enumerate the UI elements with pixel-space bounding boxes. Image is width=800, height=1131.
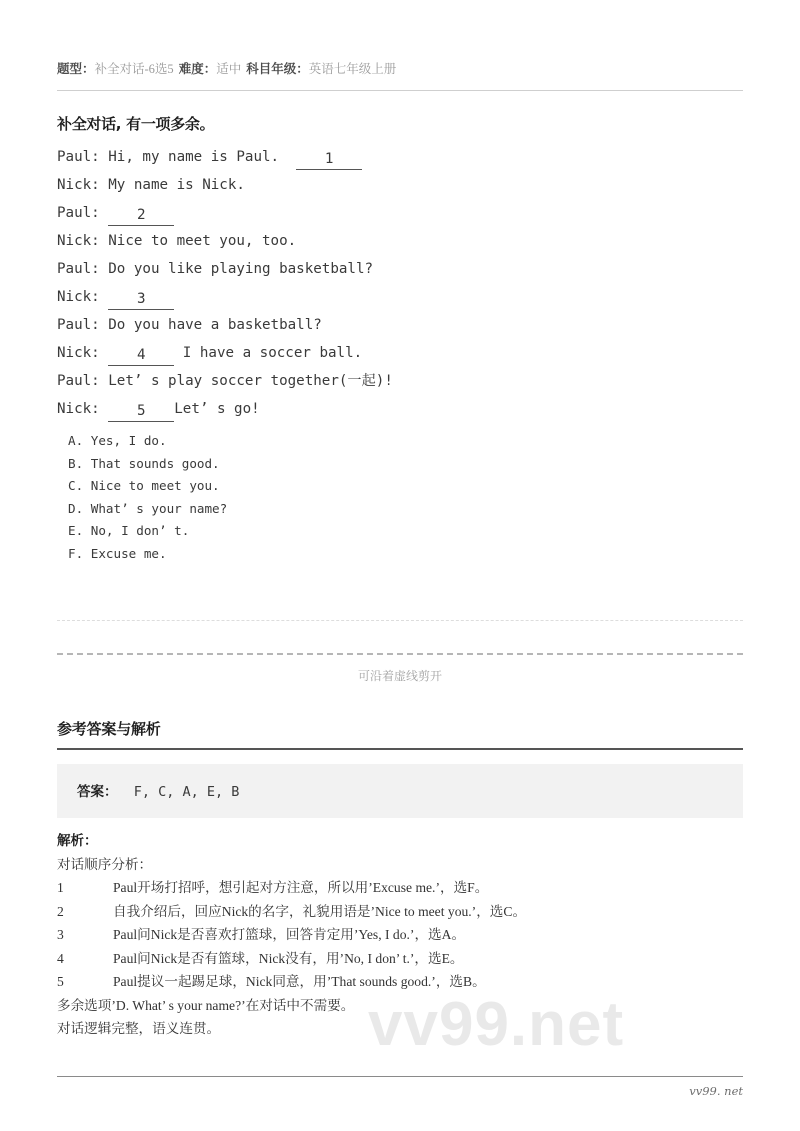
dialogue-line [57,367,743,395]
explanation-note: 对话逻辑完整，语义连贯。 [57,1021,221,1036]
dialogue-text [100,401,109,417]
dialogue-text: Nice to meet you, too. [99,233,297,249]
dialogue-speaker: Paul: [57,261,100,277]
page-content [57,0,743,565]
explanation-item-number: 4 [57,950,64,966]
answer-box [57,764,743,818]
dialogue-speaker: Nick: [57,289,100,305]
dialogue-line [57,171,743,199]
dialogue-list [57,143,743,423]
option-item[interactable]: E. No, I don’ t. [68,523,190,538]
dialogue-speaker: Paul: [57,317,100,333]
meta-subject-label: 科目年级： [246,61,309,76]
explanation-item-number: 2 [57,903,64,919]
dialogue-speaker: Nick: [57,233,100,249]
answer-value: F, C, A, E, B [117,784,240,800]
explanation-lead: 对话顺序分析： [57,857,153,872]
dialogue-line [57,255,743,283]
footer-site: vv99. net [689,1084,743,1098]
dialogue-line [57,395,743,423]
question-title: 补全对话, 有一项多余。 [57,115,215,133]
explanation-item-text: 自我介绍后，回应Nick的名字，礼貌用语是’Nice to meet you.’，选C。 [113,903,527,919]
dialogue-line [57,339,743,367]
header-divider [57,90,743,91]
explanation-item-text: Paul提议一起踢足球，Nick同意，用’That sounds good.’，选B。 [113,974,486,989]
option-item[interactable]: D. What’ s your name? [68,500,228,516]
dialogue-text: Do you like playing basketball? [99,261,374,277]
dialogue-speaker: Nick: [57,401,100,417]
answer-blank[interactable]: 2 [108,205,174,226]
answer-blank[interactable]: 1 [296,149,362,170]
explanation-item-number: 5 [57,974,64,989]
explanation-tail [57,994,743,1041]
option-item[interactable]: C. Nice to meet you. [68,478,220,493]
answer-section [57,718,743,818]
option-item[interactable]: A. Yes, I do. [68,433,167,448]
explanation-title: 解析： [57,833,98,849]
dashed-rule-bold [57,653,743,655]
answer-row [77,780,723,801]
explanation-item [57,947,743,971]
explanation-item-number: 1 [57,880,64,895]
explanation-item [57,900,743,924]
dialogue-text [100,205,109,221]
explanation-item-text: Paul开场打招呼，想引起对方注意，所以用’Excuse me.’，选F。 [113,880,489,895]
dialogue-text-after: I have a soccer ball. [174,345,363,361]
cut-line-area [57,620,743,684]
meta-type-label: 题型： [57,61,95,76]
explanation-items [57,876,743,994]
explanation-note: 多余选项’D. What’ s your name?’在对话中不需要。 [57,997,355,1013]
answer-section-title: 参考答案与解析 [57,720,161,738]
explanation-item-number: 3 [57,927,64,942]
watermark: vv99.net [368,990,625,1059]
dialogue-line [57,143,743,171]
explanation-item-text: Paul问Nick是否喜欢打篮球，回答肯定用’Yes, I do.’，选A。 [113,927,466,942]
option-item[interactable]: F. Excuse me. [68,545,167,561]
dashed-rule-thin [57,620,743,621]
answer-blank[interactable]: 3 [108,289,174,310]
dialogue-text: Hi, my name is Paul. [99,149,297,165]
dialogue-speaker: Nick: [57,345,100,361]
dialogue-speaker: Paul: [57,149,100,165]
footer-divider [57,1076,743,1077]
dialogue-text-after: Let’ s go! [174,401,260,417]
meta-type-value: 补全对话-6选5 [94,62,174,76]
explanation-section [57,829,743,1041]
dialogue-line [57,199,743,227]
option-item[interactable]: B. That sounds good. [68,455,220,471]
explanation-item [57,970,743,994]
question-meta [57,0,743,77]
dialogue-text: My name is Nick. [99,177,245,193]
explanation-item [57,923,743,947]
dialogue-speaker: Nick: [57,177,100,193]
dialogue-line [57,227,743,255]
answer-section-divider [57,748,743,750]
dialogue-text [100,289,109,305]
answer-label: 答案： [77,784,118,800]
page-footer [57,1076,743,1098]
dialogue-line [57,311,743,339]
explanation-item [57,876,743,900]
dialogue-text [100,345,109,361]
cut-line-label: 可沿着虚线剪开 [357,669,442,683]
meta-difficulty-value: 适中 [216,62,242,76]
explanation-item-text: Paul问Nick是否有篮球，Nick没有，用’No, I don’ t.’，选E。 [113,950,464,966]
dialogue-line [57,283,743,311]
meta-difficulty-label: 难度： [178,61,217,76]
dialogue-text: Let’ s play soccer together(一起)! [99,373,393,389]
dialogue-speaker: Paul: [57,205,100,221]
options-list [57,430,743,565]
answer-blank[interactable]: 5 [108,401,174,422]
answer-blank[interactable]: 4 [108,345,174,366]
dialogue-text: Do you have a basketball? [99,317,322,333]
dialogue-speaker: Paul: [57,373,100,389]
meta-subject-value: 英语七年级上册 [308,62,397,76]
